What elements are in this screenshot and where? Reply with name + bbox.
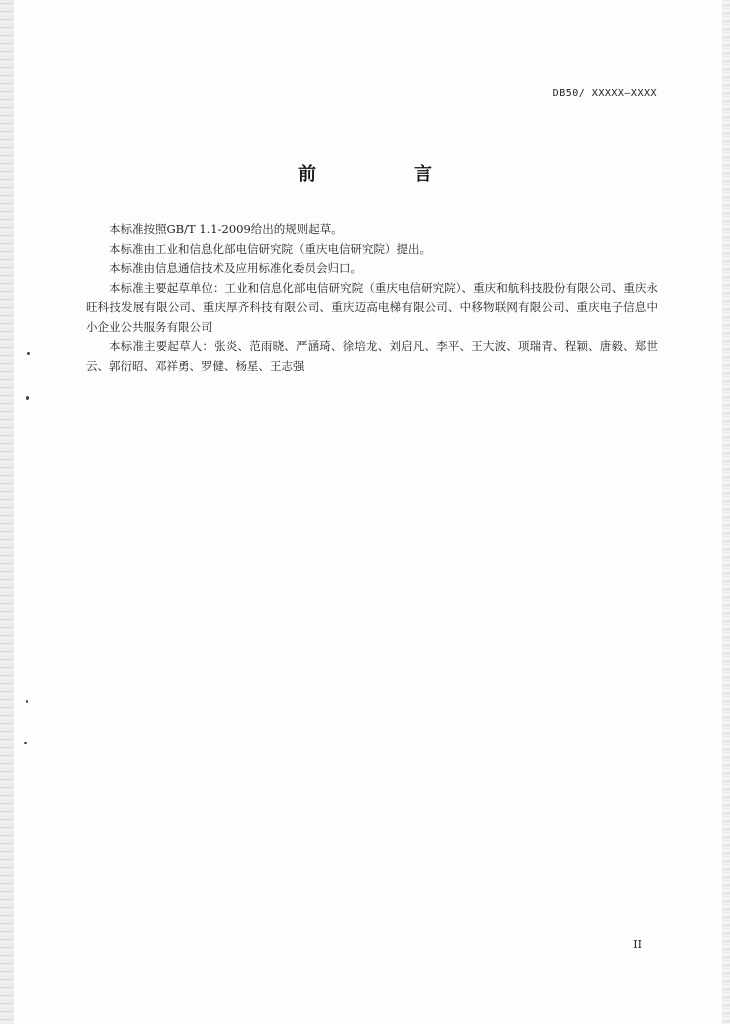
paragraph-drafting-organizations: 本标准主要起草单位：工业和信息化部电信研究院（重庆电信研究院）、重庆和航科技股份有限公司、重庆永旺科技发展有限公司、重庆厚齐科技有限公司、重庆迈高电梯有限公司、中移物联网有限公司、重庆电子信息中小企业公共服务有限公司 [86,280,658,334]
paragraph-drafting-rules: 本标准按照GB/T 1.1-2009给出的规则起草。 [109,222,343,236]
scan-speck [26,700,28,703]
scan-speck [27,352,30,355]
scan-edge-right [722,0,730,1024]
page-number: II [633,938,642,951]
paragraph-proposer: 本标准由工业和信息化部电信研究院（重庆电信研究院）提出。 [109,241,431,256]
scan-speck [26,396,29,400]
paragraph-drafters: 本标准主要起草人：张炎、范雨晓、严涵琦、徐培龙、刘启凡、李平、王大波、项瑞青、程颖、唐毅、郑世云、郭衍昭、邓祥勇、罗健、杨星、王志强 [86,339,658,373]
foreword-body [86,220,658,376]
paragraph-centralized-unit: 本标准由信息通信技术及应用标准化委员会归口。 [109,261,362,275]
scan-edge-left [0,0,14,1024]
page-title: 前 言 [298,164,472,185]
scan-speck [24,742,27,744]
standard-code: DB50/ XXXXX—XXXX [552,88,657,99]
